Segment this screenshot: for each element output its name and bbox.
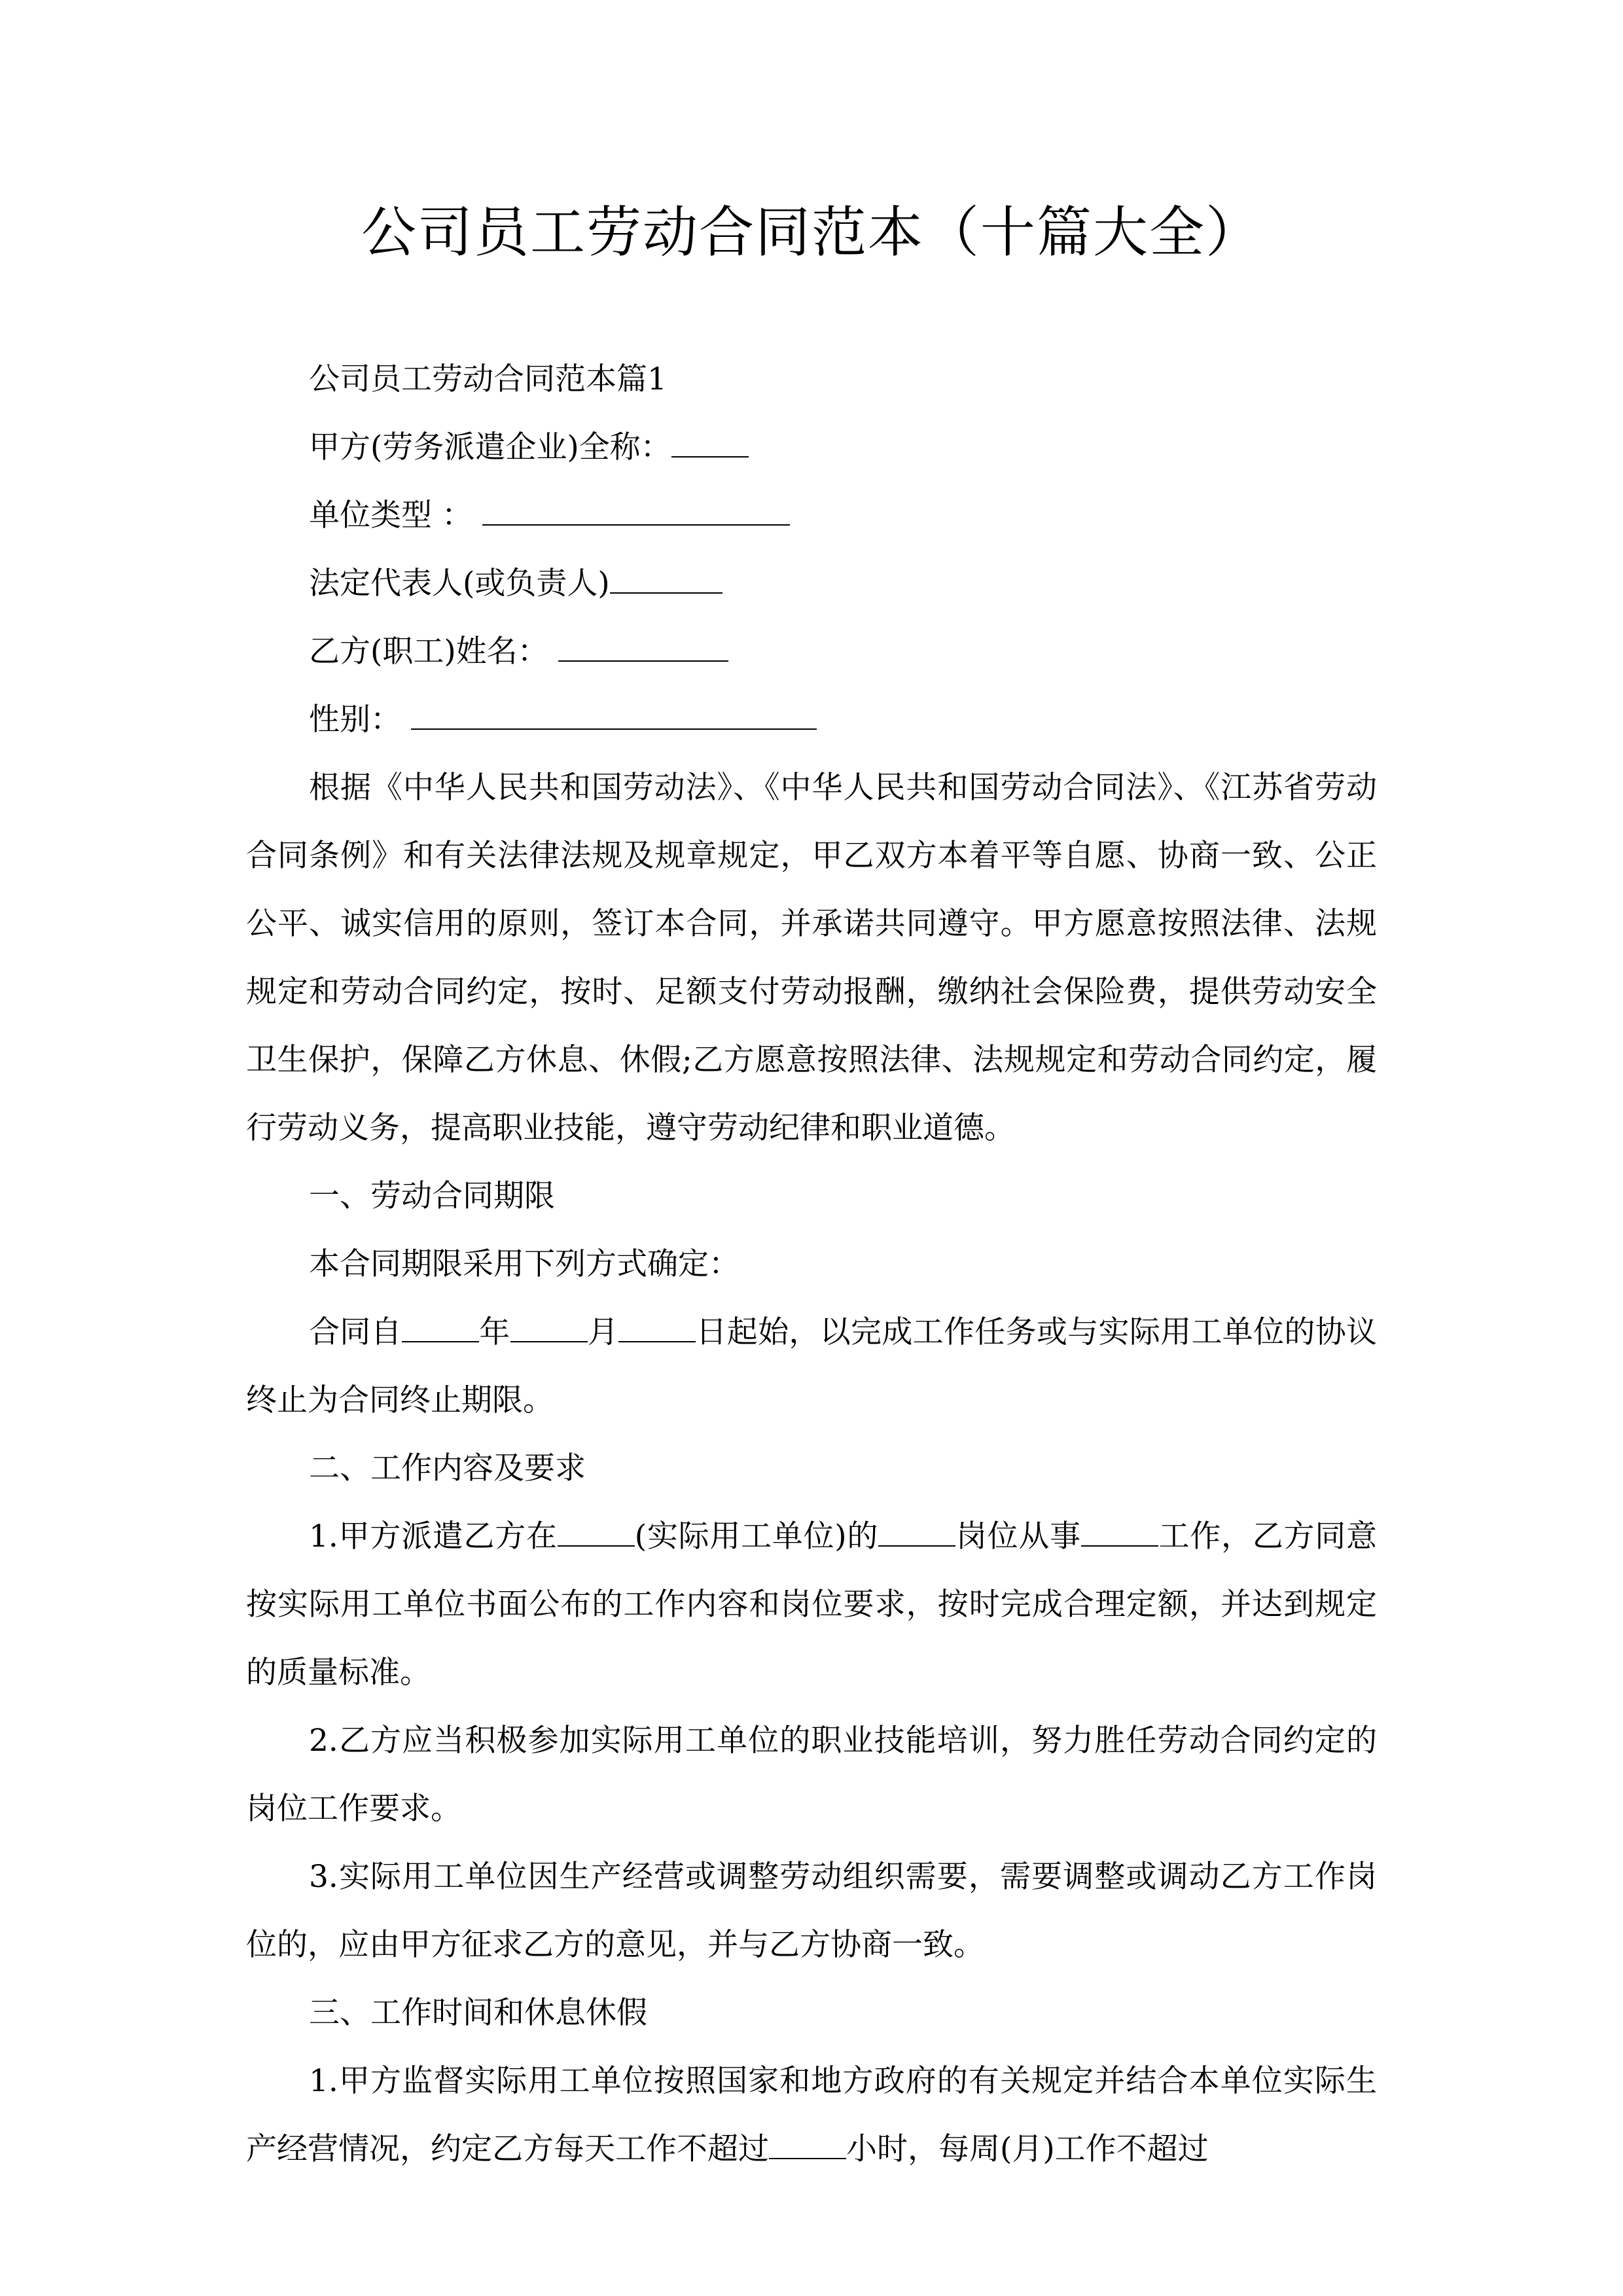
preamble-paragraph: 根据《中华人民共和国劳动法》、《中华人民共和国劳动合同法》、《江苏省劳动合同条例》和有关法律法规及规章规定，甲乙双方本着平等自愿、协商一致、公正公平、诚实信用的原则，签订本合同，并承诺共同遵守。甲方愿意按照法律、法规规定和劳动合同约定，按时、足额支付劳动报酬，缴纳社会保险费，提供劳动安全卫生保护，保障乙方休息、休假;乙方愿意按照法律、法规规定和劳动合同约定，履行劳动义务，提高职业技能，遵守劳动纪律和职业道德。 <box>246 770 1377 1146</box>
text-fragment: 工作，乙方同意按实际用工单位书面公布的工作内容和岗位要求，按时完成合理定额，并达到规定的质量标准。 <box>246 1518 1377 1691</box>
text-fragment: (实际用工单位)的 <box>634 1518 879 1554</box>
field-label: 性别： <box>309 702 401 738</box>
blank-legal-representative[interactable] <box>610 564 722 594</box>
blank-work-type[interactable] <box>1081 1516 1158 1547</box>
section-2-paragraph-1 <box>246 1503 1377 1707</box>
text-fragment: 日起始，以完成工作任务或与实际用工单位的协议终止为合同终止期限。 <box>246 1314 1378 1418</box>
text-fragment: 岗位从事 <box>955 1518 1081 1554</box>
field-unit-type <box>246 482 1377 550</box>
blank-start-day[interactable] <box>618 1312 696 1342</box>
blank-party-a-name[interactable] <box>671 427 749 457</box>
section-2-paragraph-3: 3.实际用工单位因生产经营或调整劳动组织需要，需要调整或调动乙方工作岗位的，应由甲方征求乙方的意见，并与乙方协商一致。 <box>246 1859 1377 1963</box>
section-2-paragraph-2: 2.乙方应当积极参加实际用工单位的职业技能培训，努力胜任劳动合同约定的岗位工作要求。 <box>246 1723 1377 1827</box>
blank-start-month[interactable] <box>510 1312 588 1342</box>
blank-employer-unit[interactable] <box>558 1516 635 1547</box>
blank-unit-type[interactable] <box>482 495 790 526</box>
text-fragment: 小时，每周(月)工作不超过 <box>846 2131 1209 2167</box>
field-label: 甲方(劳务派遣企业)全称： <box>309 429 671 465</box>
blank-party-b-name[interactable] <box>558 632 728 662</box>
field-label: 乙方(职工)姓名： <box>309 634 548 670</box>
field-label: 法定代表人(或负责人) <box>309 565 610 601</box>
section-3-paragraph-1 <box>246 2047 1377 2183</box>
field-party-b-name <box>246 618 1377 686</box>
text-fragment: 1.甲方监督实际用工单位按照国家和地方政府的有关规定并结合本单位实际生产经营情况，约定乙方每天工作不超过 <box>246 2063 1377 2167</box>
blank-gender[interactable] <box>411 700 817 730</box>
blank-daily-hours[interactable] <box>769 2129 846 2159</box>
document-title: 公司员工劳动合同范本（十篇大全） <box>361 200 1262 264</box>
section-heading: 公司员工劳动合同范本篇1 <box>309 361 667 397</box>
section-1-paragraph-2 <box>246 1299 1377 1435</box>
document-body <box>246 346 1377 2183</box>
field-label: 单位类型 ： <box>309 497 473 533</box>
field-gender <box>246 686 1377 754</box>
blank-start-year[interactable] <box>402 1312 479 1342</box>
section-1-heading: 一、劳动合同期限 <box>309 1178 555 1214</box>
field-legal-representative <box>246 550 1377 618</box>
text-fragment: 合同自 <box>309 1314 402 1350</box>
section-3-heading: 三、工作时间和休息休假 <box>309 1995 647 2031</box>
text-fragment: 1.甲方派遣乙方在 <box>309 1518 558 1554</box>
text-fragment: 月 <box>587 1314 619 1350</box>
section-2-heading: 二、工作内容及要求 <box>309 1450 586 1486</box>
text-fragment: 年 <box>478 1314 510 1350</box>
blank-position[interactable] <box>878 1516 955 1547</box>
field-party-a-name <box>246 414 1377 482</box>
section-1-paragraph-1: 本合同期限采用下列方式确定： <box>309 1246 740 1282</box>
